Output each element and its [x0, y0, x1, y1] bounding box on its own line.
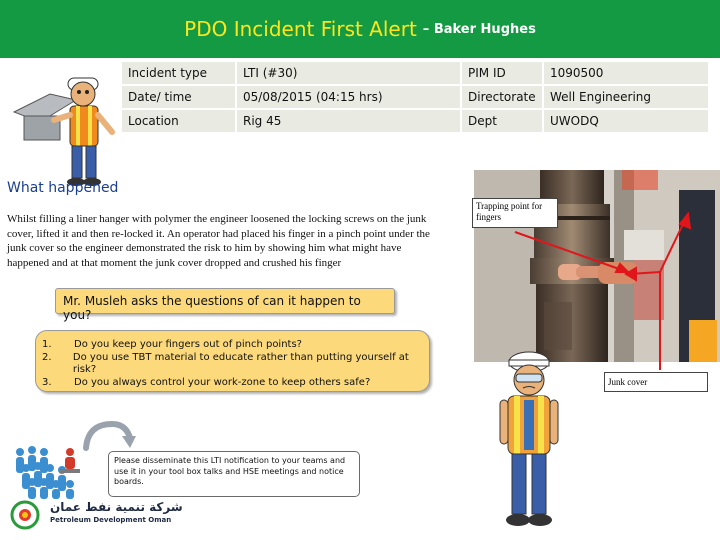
incident-type-value: LTI (#30) — [236, 61, 461, 85]
question-number: 2. — [42, 351, 52, 363]
table-row — [121, 61, 709, 85]
junk-cover-callout: Junk cover — [604, 372, 708, 392]
dept-value: UWODQ — [543, 109, 709, 133]
location-value: Rig 45 — [236, 109, 461, 133]
notice-box: Please disseminate this LTI notification to your teams and use it in your tool box talks and HSE meetings and notice boards. — [108, 451, 360, 497]
question-text: Do you always control your work-zone to keep others safe? — [74, 376, 371, 388]
question-number: 3. — [42, 376, 52, 388]
incident-description: Whilst filling a liner hanger with polymer the engineer loosened the locking screws on the junk cover, lifted it and then re-locked it. An operator had placed his finger in a pinch point under the junk cover so the engineer demonstrated the risk to him by showing him what might have happened and at that moment the junk cover dropped and crushed his finger — [7, 213, 430, 269]
list-item — [42, 352, 423, 377]
pim-id-value: 1090500 — [543, 61, 709, 85]
questions-bubble — [35, 330, 430, 392]
trapping-point-callout: Trapping point for fingers — [472, 198, 558, 228]
list-item — [42, 339, 423, 352]
title-bar — [0, 0, 720, 58]
date-time-label: Date/ time — [121, 85, 236, 109]
pdo-logo — [10, 500, 190, 530]
worker-illustration — [10, 60, 122, 188]
pim-id-label: PIM ID — [461, 61, 543, 85]
incident-type-label: Incident type — [121, 61, 236, 85]
what-happened-heading: What happened — [7, 180, 119, 196]
location-label: Location — [121, 109, 236, 133]
directorate-label: Directorate — [461, 85, 543, 109]
date-time-value: 05/08/2015 (04:15 hrs) — [236, 85, 461, 109]
directorate-value: Well Engineering — [543, 85, 709, 109]
dept-label: Dept — [461, 109, 543, 133]
table-row — [121, 109, 709, 133]
page-title: PDO Incident First Alert — [184, 17, 417, 41]
incident-info-table — [120, 60, 710, 134]
logo-arabic-text: شركة تنمية نفط عمان — [50, 500, 183, 514]
question-text: Do you use TBT material to educate rather than putting yourself at risk? — [72, 351, 409, 376]
pdo-emblem-icon — [10, 500, 40, 530]
questions-list — [42, 339, 423, 389]
question-number: 1. — [42, 339, 52, 350]
inspector-illustration — [496, 350, 562, 532]
list-item — [42, 377, 423, 390]
table-row — [121, 85, 709, 109]
logo-english-text: Petroleum Development Oman — [50, 516, 172, 524]
page-subtitle: – Baker Hughes — [422, 21, 536, 37]
question-banner: Mr. Musleh asks the questions of can it happen to you? — [55, 288, 395, 314]
question-text: Do you keep your fingers out of pinch points? — [74, 339, 302, 350]
